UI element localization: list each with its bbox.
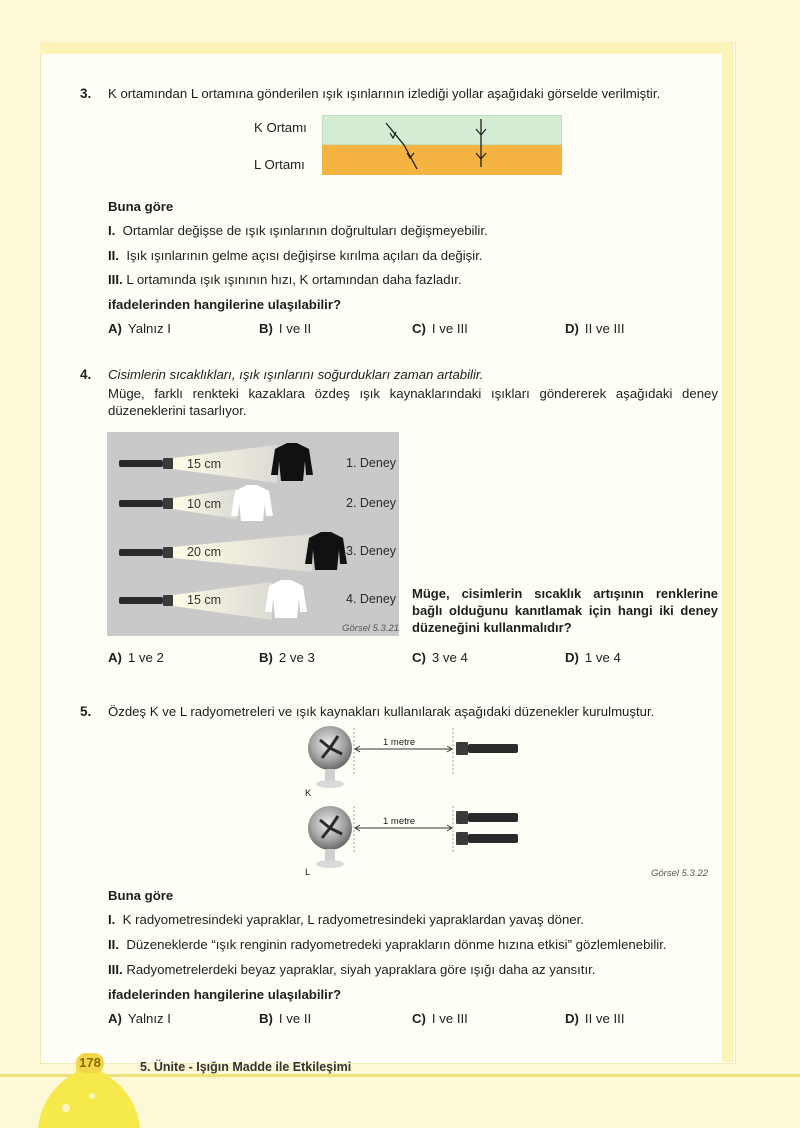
q4-option-c-key: C) [412,650,426,665]
q4-option-d-key: D) [565,650,579,665]
q3-s2-num: II. [108,248,119,263]
q4-italic-text: Cisimlerin sıcaklıkları, ışık ışınlarını soğurdukları zaman artabilir. [108,367,484,382]
q4-option-c-text: 3 ve 4 [431,650,468,665]
page-frame-top [40,42,734,54]
q3-lead: Buna göre [108,199,174,214]
page-number: 178 [76,1053,104,1073]
q4-option-b-key: B) [259,650,273,665]
q3-question: ifadelerinden hangilerine ulaşılabilir? [108,297,342,312]
q5-s1-num: I. [108,912,116,927]
q5-statement-1 [108,912,584,927]
q4-number: 4. [80,367,92,382]
q5-option-c-text: I ve III [431,1011,468,1026]
q5-option-b[interactable] [259,1011,311,1026]
q5-statement-2 [108,937,667,952]
q5-option-c[interactable] [412,1011,468,1026]
q4-option-d-text: 1 ve 4 [584,650,621,665]
q3-s3-text: L ortamında ışık ışınının hızı, K ortamından daha fazladır. [126,272,462,287]
q5-option-a-key: A) [108,1011,122,1026]
setup-3 [119,532,347,572]
q3-option-a-text: Yalnız I [127,321,171,336]
q4-option-a-key: A) [108,650,122,665]
unit-title: 5. Ünite - Işığın Madde ile Etkileşimi [140,1060,352,1074]
setup-1-label: 1. Deney [346,456,397,470]
q5-figure-caption: Görsel 5.3.22 [651,868,709,879]
setup-3-label: 3. Deney [346,544,397,558]
q3-option-c-text: I ve III [431,321,468,336]
flashlight-l-1 [456,811,518,824]
q3-statement-3 [108,272,462,287]
q5-option-b-text: I ve II [278,1011,312,1026]
q3-option-c-key: C) [412,321,426,336]
q5-s1-text: K radyometresindeki yapraklar, L radyometresindeki yapraklardan yavaş döner. [122,912,584,927]
distance-label-k: 1 metre [383,737,416,748]
q5-text: Özdeş K ve L radyometreleri ve ışık kaynakları kullanılarak aşağıdaki düzenekler kurulmuştur. [108,704,655,719]
radiometer-k [308,726,352,788]
q5-option-a-text: Yalnız I [127,1011,171,1026]
q3-text: K ortamından L ortamına gönderilen ışık ışınlarının izlediği yollar aşağıdaki görselde verilmiştir. [108,86,661,101]
q3-s1-num: I. [108,223,116,238]
q3-s2-text: Işık ışınlarının gelme açısı değişirse kırılma açıları da değişir. [126,248,483,263]
q4-question: Müge, cisimlerin sıcaklık artışının renklerine bağlı olduğunu kanıtlamak için hangi iki deney düzeneğini kullanmalıdır? [412,586,718,635]
q4-option-c[interactable] [412,650,468,665]
q3-statement-2 [108,248,483,263]
q3-option-a[interactable] [108,321,171,336]
q3-number: 3. [80,86,92,101]
q4-option-a[interactable] [108,650,164,665]
q5-option-b-key: B) [259,1011,273,1026]
q3-statement-1 [108,223,488,238]
q4-figure-caption: Görsel 5.3.21 [342,623,400,634]
q5-lead: Buna göre [108,888,174,903]
setup-3-distance: 20 cm [187,545,222,559]
q5-option-d[interactable] [565,1011,625,1026]
q3-option-d-text: II ve III [584,321,625,336]
distance-label-l: 1 metre [383,816,416,827]
flashlight-1 [119,460,163,467]
radiometer-l [308,806,352,868]
sweater-2 [231,485,273,521]
flashlight-k [456,742,518,755]
sweater-1 [271,443,313,481]
setup-2-label: 2. Deney [346,496,397,510]
q5-s3-text: Radyometrelerdeki beyaz yapraklar, siyah yapraklara göre ışığı daha az yansıtır. [126,962,596,977]
q3-s1-text: Ortamlar değişse de ışık ışınlarının doğrultuları değişmeyebilir. [122,223,488,238]
setup-1-distance: 15 cm [187,457,222,471]
q3-label-k: K Ortamı [254,120,307,135]
q4-text: Müge, farklı renkteki kazaklara özdeş ışık kaynaklarındaki ışıkları göndererek aşağıdaki deney düzeneklerini tasarlıyor. [108,386,718,418]
flashlight-4-head [163,595,173,606]
q5-option-a[interactable] [108,1011,171,1026]
radiometer-l-label: L [305,867,311,878]
q3-option-c[interactable] [412,321,468,336]
setup-4-label: 4. Deney [346,592,397,606]
q5-statement-3 [108,962,595,977]
flashlight-2-head [163,498,173,509]
q5-option-c-key: C) [412,1011,426,1026]
medium-l [322,145,562,175]
refraction-diagram [322,115,562,175]
q3-option-d-key: D) [565,321,579,336]
q4-option-b-text: 2 ve 3 [278,650,315,665]
q4-option-b[interactable] [259,650,315,665]
setup-2-distance: 10 cm [187,497,222,511]
q3-option-b-text: I ve II [278,321,312,336]
q5-s3-num: III. [108,962,123,977]
q4-option-a-text: 1 ve 2 [127,650,164,665]
q5-question: ifadelerinden hangilerine ulaşılabilir? [108,987,342,1002]
page-frame-right [722,42,734,1062]
q5-s2-num: II. [108,937,119,952]
q3-s3-num: III. [108,272,123,287]
medium-k [322,115,562,145]
q5-option-d-text: II ve III [584,1011,625,1026]
flashlight-l-2 [456,832,518,845]
q5-option-d-key: D) [565,1011,579,1026]
flashlight-4 [119,597,163,604]
q3-option-b-key: B) [259,321,273,336]
setup-4-distance: 15 cm [187,593,222,607]
q3-option-b[interactable] [259,321,311,336]
q3-label-l: L Ortamı [254,157,305,172]
radiometer-k-label: K [305,788,312,799]
q4-option-d[interactable] [565,650,621,665]
q5-number: 5. [80,704,92,719]
flashlight-3-head [163,547,173,558]
flashlight-1-head [163,458,173,469]
q3-option-d[interactable] [565,321,625,336]
q5-s2-text: Düzeneklerde “ışık renginin radyometredeki yaprakların dönme hızına etkisi” gözlemlenebilir. [126,937,667,952]
flashlight-3 [119,549,163,556]
q3-option-a-key: A) [108,321,122,336]
flashlight-2 [119,500,163,507]
